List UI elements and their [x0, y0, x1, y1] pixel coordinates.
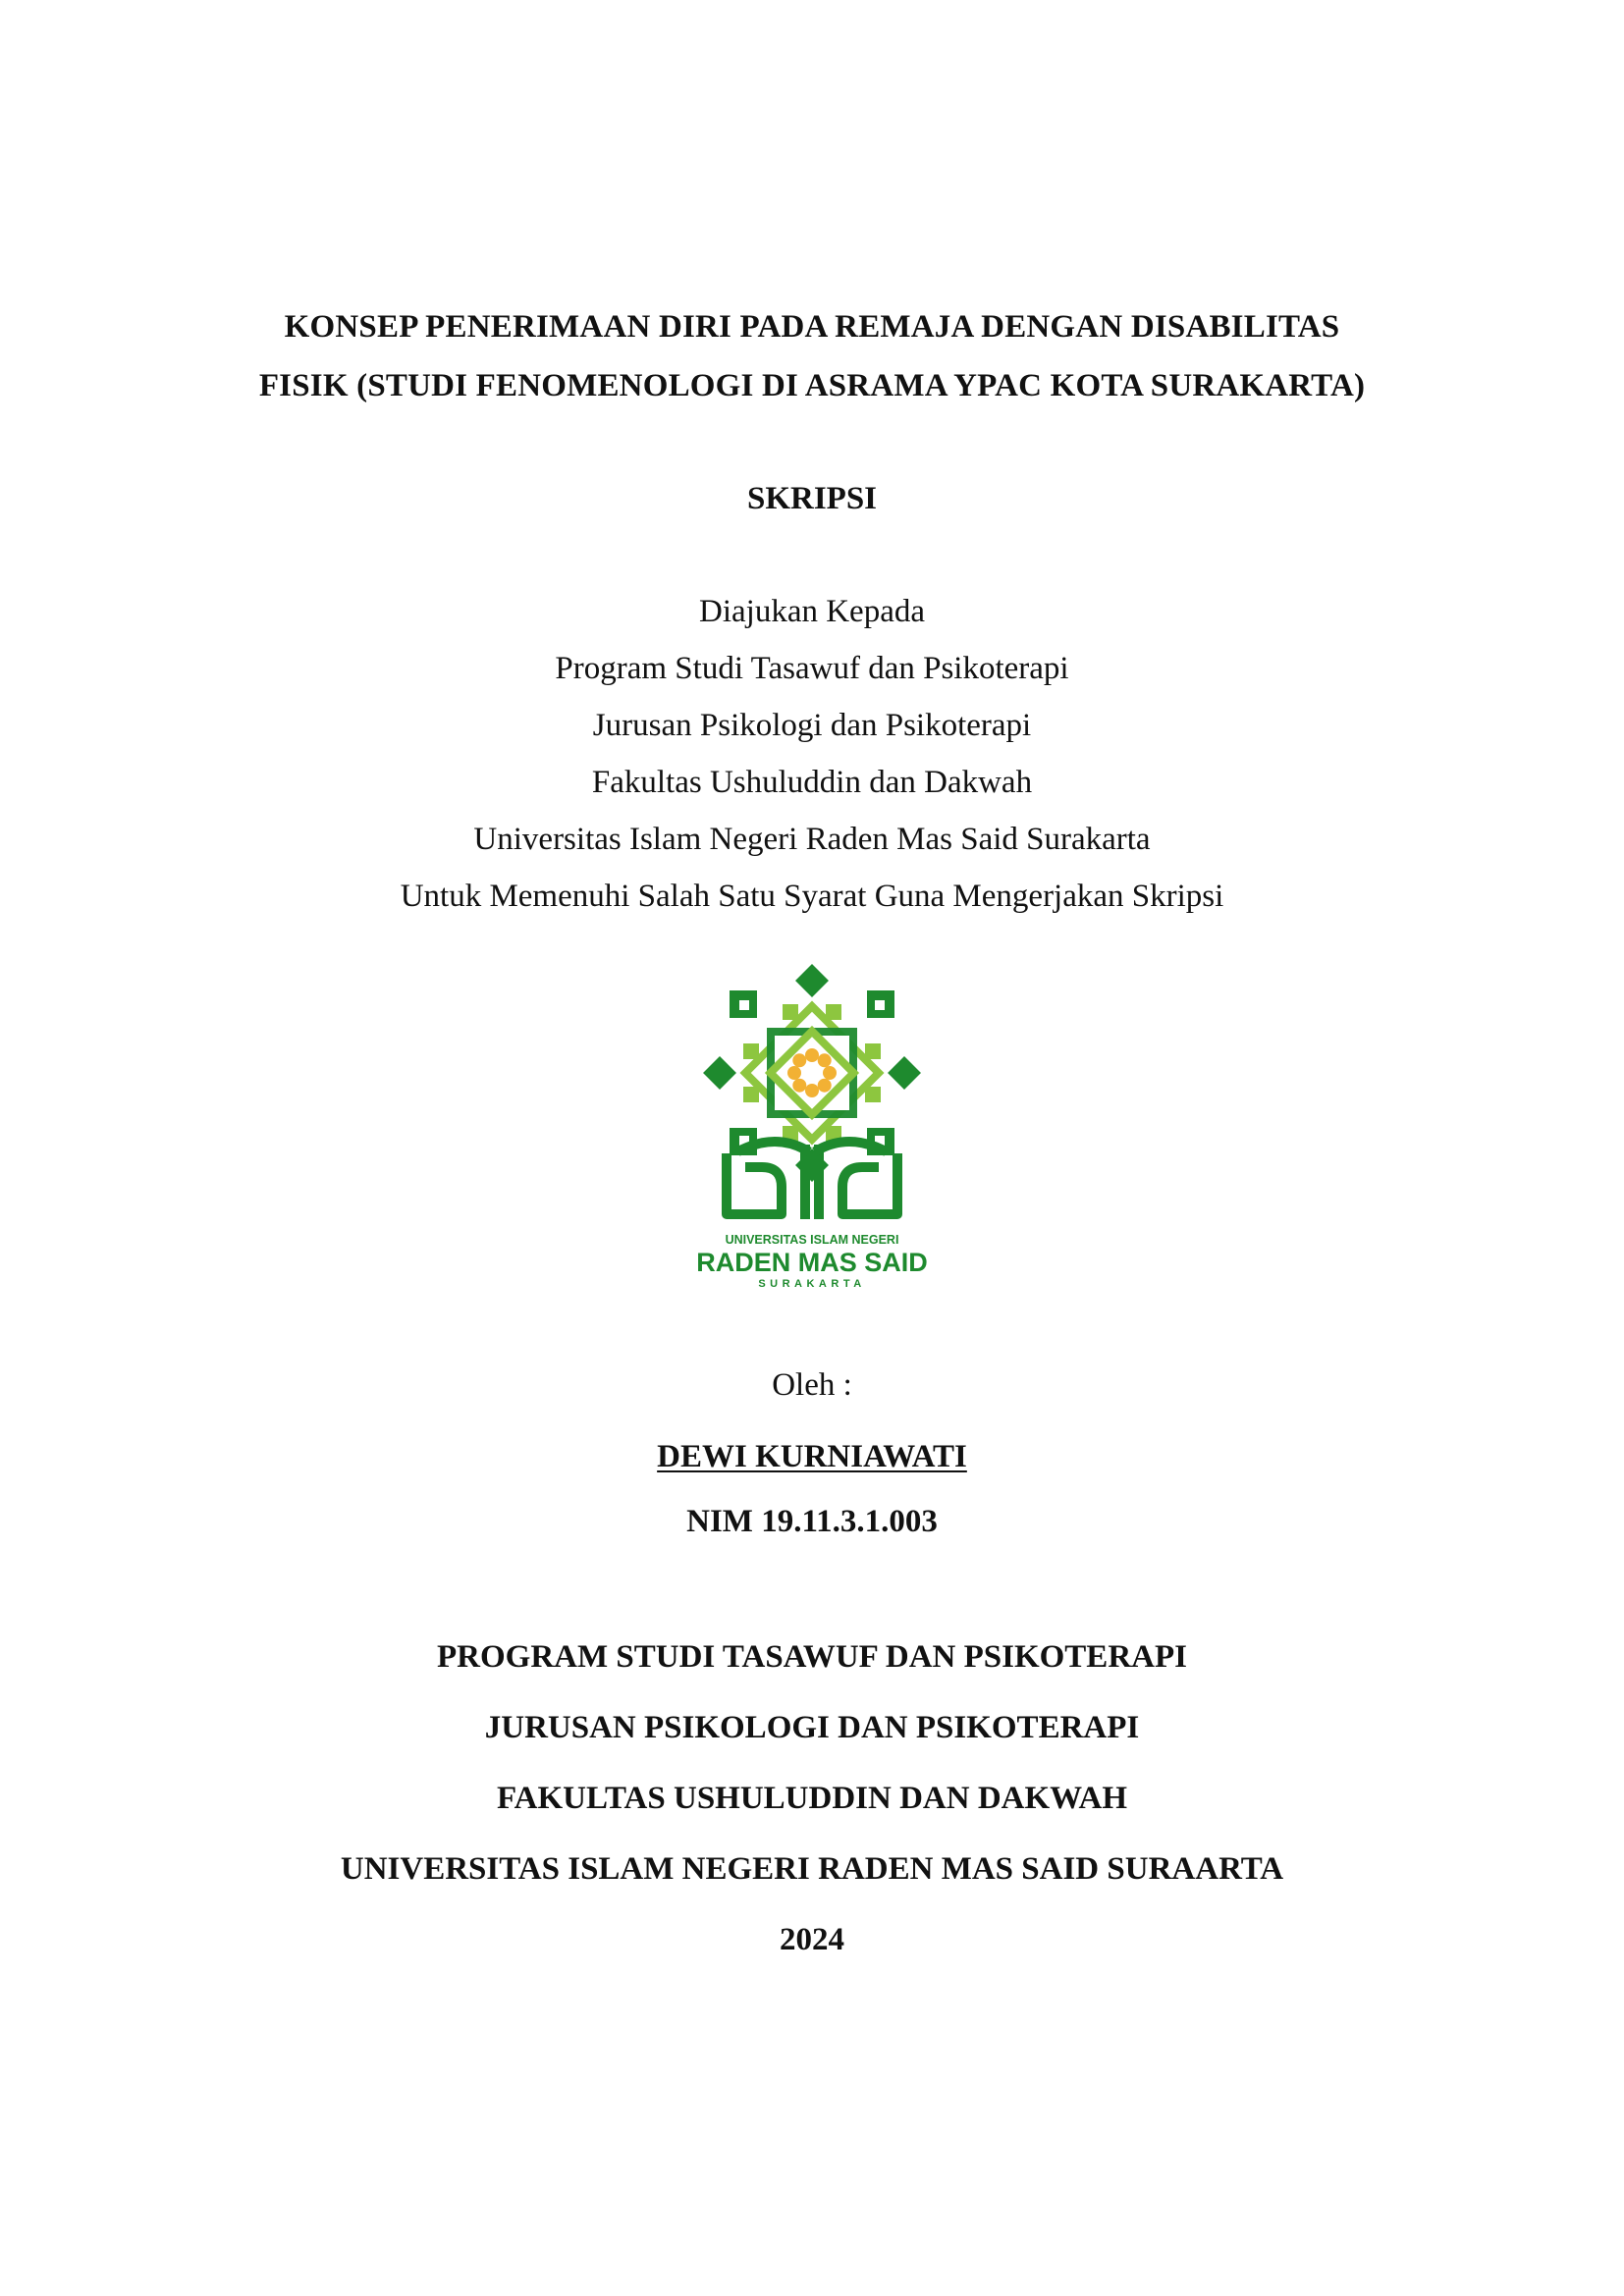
thesis-title-line-1: KONSEP PENERIMAAN DIRI PADA REMAJA DENGAN DISABILITAS	[284, 309, 1340, 345]
document-type-label: SKRIPSI	[746, 481, 878, 516]
institution-faculty: FAKULTAS USHULUDDIN DAN DAKWAH	[496, 1781, 1128, 1816]
submission-line-4: Fakultas Ushuluddin dan Dakwah	[591, 765, 1033, 800]
submission-line-1: Diajukan Kepada	[699, 594, 925, 629]
institution-university: UNIVERSITAS ISLAM NEGERI RADEN MAS SAID SURAARTA	[340, 1851, 1284, 1887]
university-logo	[677, 957, 947, 1291]
institution-department: JURUSAN PSIKOLOGI DAN PSIKOTERAPI	[484, 1710, 1140, 1745]
submission-line-2: Program Studi Tasawuf dan Psikoterapi	[555, 651, 1069, 686]
author-by-label: Oleh :	[772, 1367, 852, 1403]
submission-line-6: Untuk Memenuhi Salah Satu Syarat Guna Mengerjakan Skripsi	[400, 879, 1224, 914]
logo-main-text: RADEN MAS SAID	[696, 1248, 928, 1277]
submission-line-5: Universitas Islam Negeri Raden Mas Said Surakarta	[473, 822, 1151, 857]
submission-line-3: Jurusan Psikologi dan Psikoterapi	[592, 708, 1032, 743]
logo-bottom-text: SURAKARTA	[758, 1278, 866, 1290]
institution-program: PROGRAM STUDI TASAWUF DAN PSIKOTERAPI	[437, 1639, 1187, 1675]
logo-top-text: UNIVERSITAS ISLAM NEGERI	[725, 1233, 899, 1247]
author-nim: NIM 19.11.3.1.003	[686, 1504, 938, 1539]
author-name: DEWI KURNIAWATI	[657, 1439, 967, 1474]
thesis-title-line-2: FISIK (STUDI FENOMENOLOGI DI ASRAMA YPAC KOTA SURAKARTA)	[258, 368, 1366, 403]
institution-year: 2024	[780, 1922, 844, 1957]
